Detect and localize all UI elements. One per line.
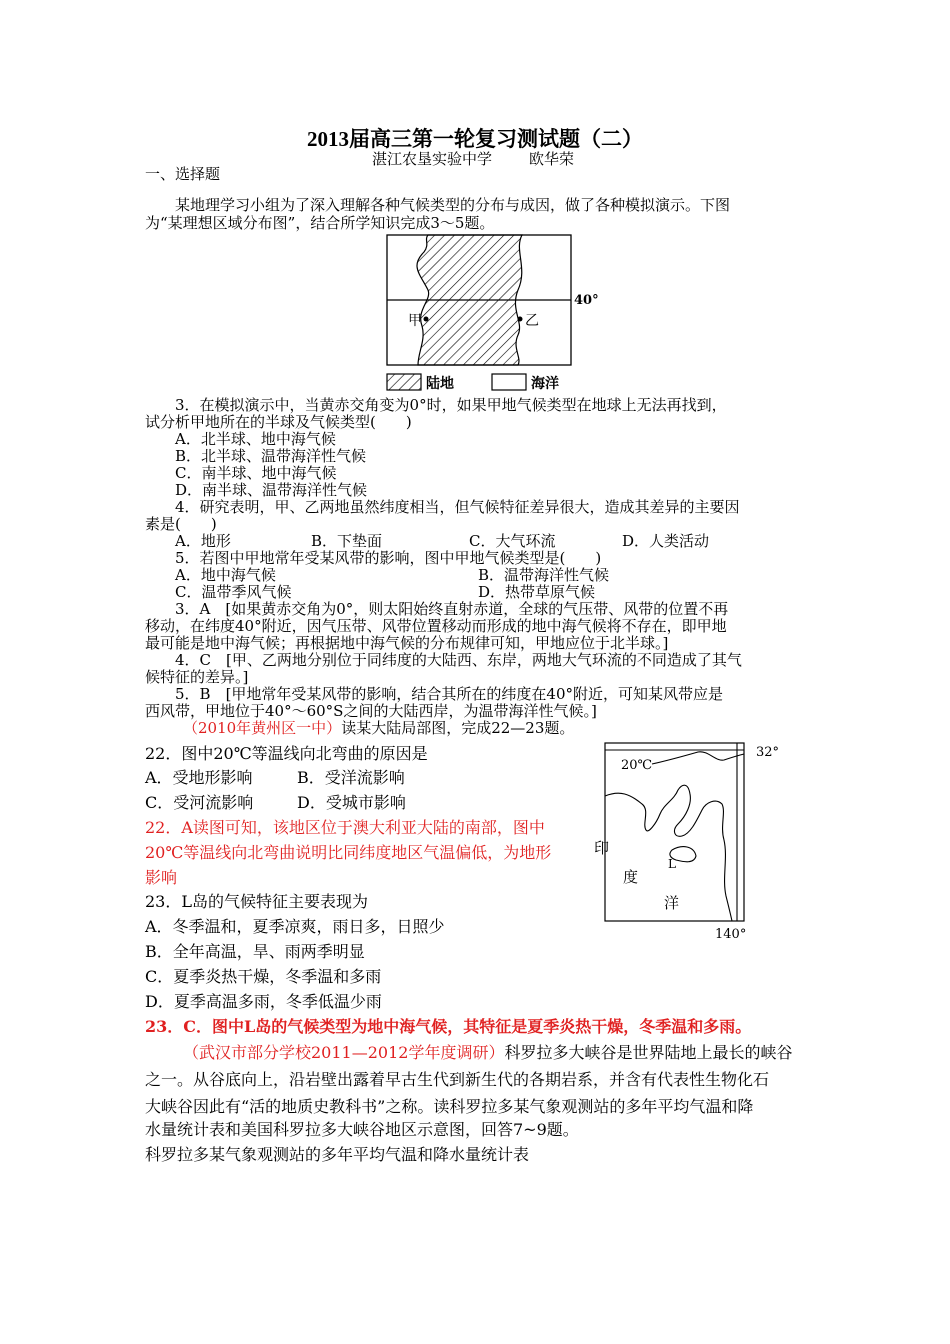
q7-9-intro-text: 科罗拉多大峡谷是世界陆地上最长的峡谷: [504, 1043, 793, 1062]
ideal-region-map: [380, 230, 610, 398]
q22-stem: 22．图中20℃等温线向北弯曲的原因是: [145, 744, 428, 763]
answer-5-line-2: 西风带，甲地位于40°～60°S之间的大陆西岸，为温带海洋性气候。]: [145, 702, 597, 720]
answer-3-line-2: 移动，在纬度40°附近，因气压带、风带位置移动而形成的地中海气候将不存在，即甲地: [145, 617, 727, 635]
q4-option-a: A．地形: [175, 532, 231, 550]
ocean-label-3: 洋: [664, 894, 680, 912]
answer-22-line-2: 20℃等温线向北弯曲说明比同纬度地区气温偏低，为地形: [145, 843, 552, 862]
q3-stem-line-1: 3．在模拟演示中，当黄赤交角变为0°时，如果甲地气候类型在地球上无法再找到，: [175, 396, 727, 414]
author-name: 欧华荣: [529, 150, 575, 168]
q3-5-intro-line-1: 某地理学习小组为了深入理解各种气候类型的分布与成因，做了各种模拟演示。下图: [175, 196, 731, 214]
q7-9-intro-line-3: 大峡谷因此有“活的地质史教科书”之称。读科罗拉多某气象观测站的多年平均气温和降: [145, 1097, 754, 1116]
q5-option-d: D．热带草原气候: [478, 583, 596, 601]
q4-option-d: D．人类活动: [622, 532, 710, 550]
page-title: 2013届高三第一轮复习测试题（二）: [307, 127, 643, 151]
q7-9-intro-line-2: 之一。从谷底向上，沿岩壁出露着早古生代到新生代的各期岩系，并含有代表性生物化石: [145, 1070, 770, 1089]
q3-option-b: B．北半球、温带海洋性气候: [175, 447, 367, 465]
q4-option-c: C．大气环流: [469, 532, 556, 550]
answer-4-line-1: 4．C [甲、乙两地分别位于同纬度的大陆西、东岸，两地大气环流的不同造成了其气: [175, 651, 742, 669]
lat-40-label: 40°: [574, 293, 599, 308]
q23-option-a: A．冬季温和，夏季凉爽，雨日多，日照少: [145, 917, 445, 936]
q3-option-d: D．南半球、温带海洋性气候: [175, 481, 368, 499]
answer-23: 23．C．图中L岛的气候类型为地中海气候，其特征是夏季炎热干燥，冬季温和多雨。: [145, 1017, 752, 1036]
table-title: 科罗拉多某气象观测站的多年平均气温和降水量统计表: [145, 1145, 530, 1164]
q5-stem: 5．若图中甲地常年受某风带的影响，图中甲地气候类型是( ): [175, 549, 602, 567]
q22-23-intro-text: 读某大陆局部图，完成22—23题。: [341, 719, 575, 737]
answer-22-line-3: 影响: [145, 868, 178, 887]
q23-option-b: B．全年高温，旱、雨两季明显: [145, 942, 365, 961]
q7-9-source: （武汉市部分学校2011—2012学年度调研）: [183, 1043, 505, 1062]
q5-option-c: C．温带季风气候: [175, 583, 292, 601]
q22-option-d: D．受城市影响: [297, 793, 406, 812]
q4-option-b: B．下垫面: [311, 532, 383, 550]
q22-option-b: B．受洋流影响: [297, 768, 405, 787]
school-name: 湛江农垦实验中学: [372, 150, 493, 168]
q23-option-d: D．夏季高温多雨，冬季低温少雨: [145, 992, 382, 1011]
answer-3-line-3: 最可能是地中海气候；再根据地中海气候的分布规律可知，甲地应位于北半球。]: [145, 634, 669, 652]
q5-option-a: A．地中海气候: [175, 566, 276, 584]
legend-land-label: 陆地: [426, 376, 454, 392]
isotherm-label: 20℃: [621, 758, 653, 773]
q23-option-c: C．夏季炎热干燥，冬季温和多雨: [145, 967, 382, 986]
answer-22-line-1: 22．A读图可知，该地区位于澳大利亚大陆的南部，图中: [145, 818, 545, 837]
continent-map: [590, 738, 790, 948]
q3-option-a: A．北半球、地中海气候: [175, 430, 336, 448]
q22-option-a: A．受地形影响: [145, 768, 253, 787]
legend-ocean-label: 海洋: [531, 376, 559, 392]
lon-140-label: 140°: [715, 927, 747, 942]
q3-stem-line-2: 试分析甲地所在的半球及气候类型( ): [145, 413, 412, 431]
place-yi-label: 乙: [525, 313, 539, 329]
q23-stem: 23．L岛的气候特征主要表现为: [145, 892, 368, 911]
ocean-label-1: 印: [594, 839, 610, 857]
ocean-label-2: 度: [623, 868, 639, 886]
legend-ocean-swatch: [492, 374, 526, 390]
answer-5-line-1: 5．B [甲地常年受某风带的影响，结合其所在的纬度在40°附近，可知某风带应是: [175, 685, 724, 703]
point-yi: [518, 317, 523, 322]
q3-5-intro-line-2: 为“某理想区域分布图”，结合所学知识完成3～5题。: [145, 214, 495, 232]
q7-9-intro-line-4: 水量统计表和美国科罗拉多大峡谷地区示意图，回答7~9题。: [145, 1120, 579, 1139]
q22-23-source: （2010年黄州区一中）: [183, 719, 342, 737]
answer-3-line-1: 3．A [如果黄赤交角为0°，则太阳始终直射赤道，全球的气压带、风带的位置不再: [175, 600, 729, 618]
section-heading: 一、选择题: [145, 165, 221, 183]
point-jia: [424, 317, 429, 322]
lat-32-label: 32°: [756, 745, 780, 760]
place-jia-label: 甲: [408, 313, 422, 329]
q22-option-c: C．受河流影响: [145, 793, 254, 812]
q5-option-b: B．温带海洋性气候: [478, 566, 610, 584]
q3-option-c: C．南半球、地中海气候: [175, 464, 337, 482]
q4-stem-line-1: 4．研究表明，甲、乙两地虽然纬度相当，但气候特征差异很大，造成其差异的主要因: [175, 498, 740, 516]
island-l-label: L: [668, 857, 676, 871]
answer-4-line-2: 候特征的差异。]: [145, 668, 249, 686]
q7-9-intro-line-1: [183, 1041, 792, 1065]
q22-23-intro: [183, 720, 574, 737]
legend-land-swatch: [387, 374, 421, 390]
q4-stem-line-2: 素是( ): [145, 515, 217, 533]
